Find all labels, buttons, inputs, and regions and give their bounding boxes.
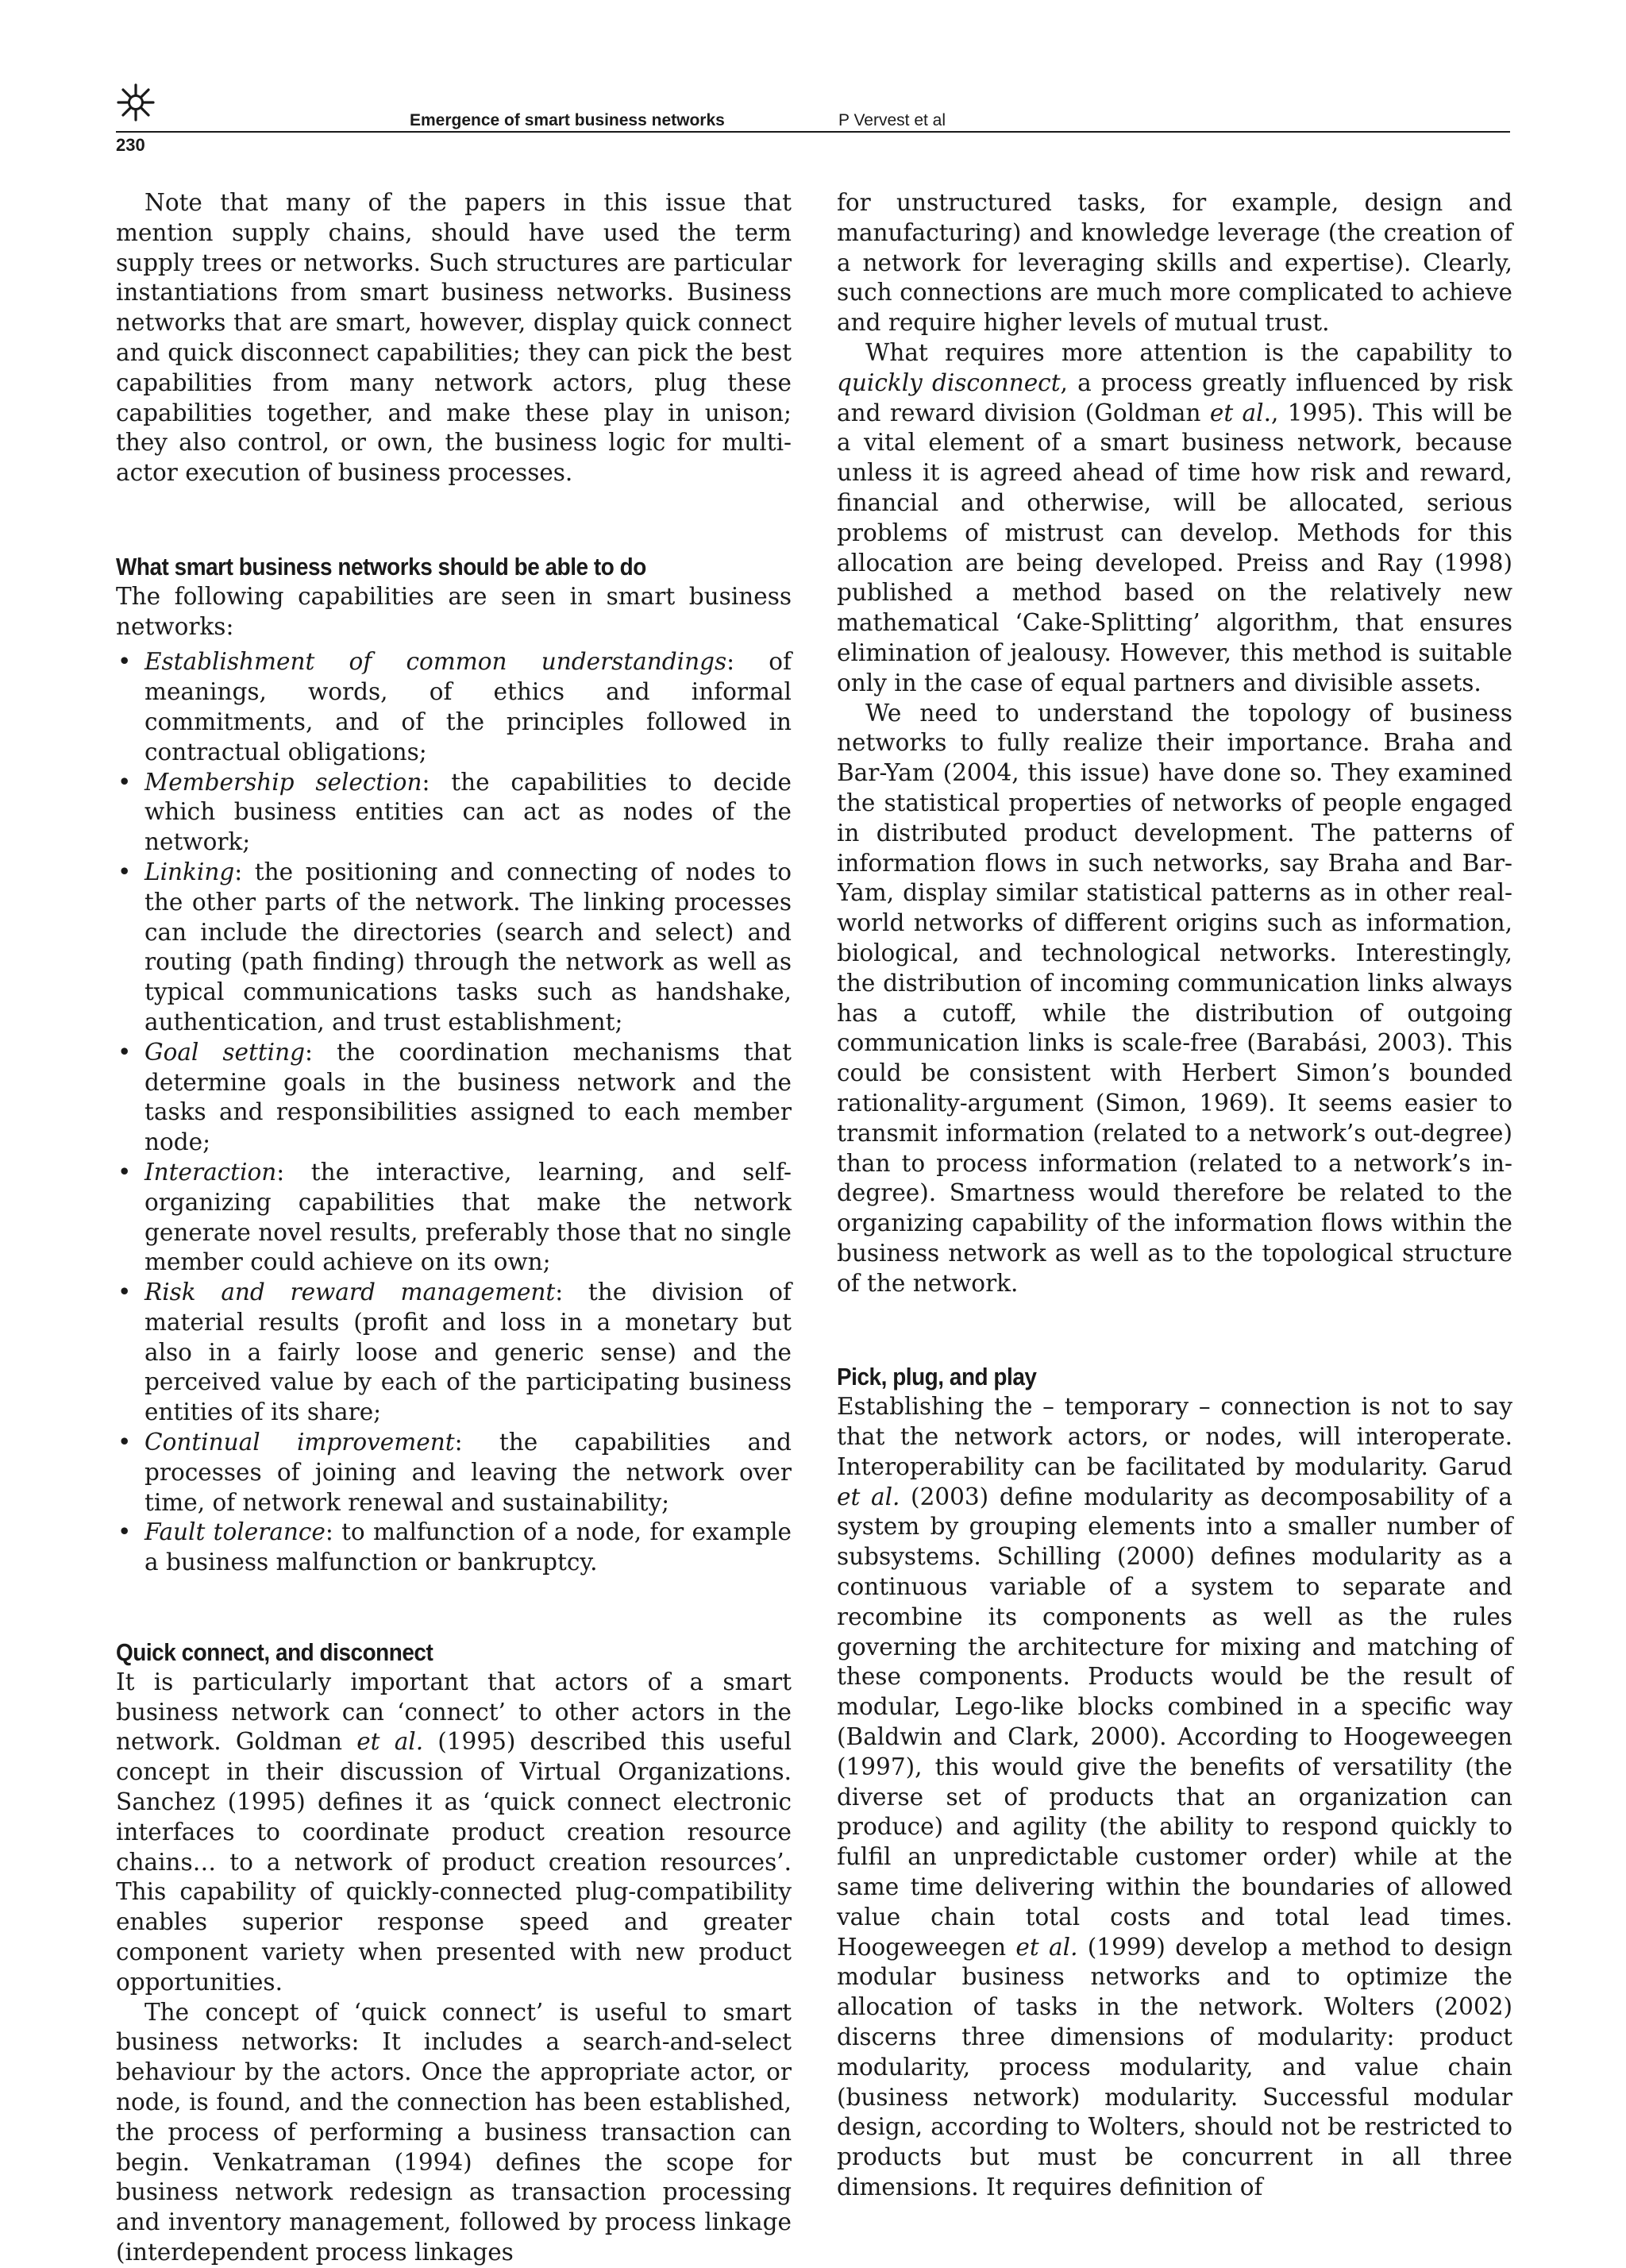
section-heading-pick-plug-play: Pick, plug, and play bbox=[837, 1363, 1037, 1391]
intro-paragraph: Note that many of the papers in this issue that mention supply chains, should have used the term supply trees or networks. Such structures are particular instantiations from smart business networks. Business networks that are smart, however, display quick connect and quick disconnect capabilities; they can pick the best capabilities from many network actors, plug these capabilities together, and make these play in unison; they also control, or own, the business logic for multi-actor execution of business processes. bbox=[116, 189, 792, 487]
continuation-paragraph: for unstructured tasks, for example, design and manufacturing) and knowledge leverage (the creation of a network for leveraging skills and expertise). Clearly, such connections are much more complicated to achieve and require higher levels of mutual trust. bbox=[837, 189, 1512, 337]
running-header-title: Emergence of smart business networks bbox=[410, 111, 725, 129]
topology-paragraph: We need to understand the topology of business networks to fully realize their importance. Braha and Bar-Yam (2004, this issue) have done so. They examined the statistical properties of networks of people engaged in distributed product development. The patterns of information flows in such networks, say Braha and Bar-Yam, display similar statistical patterns as in other real-world networks of different origins such as information, biological, and technological networks. Interestingly, the distribution of incoming communication links always has a cutoff, while the distribution of outgoing communication links is scale-free (Barabási, 2003). This could be consistent with Herbert Simon’s bounded rationality-argument (Simon, 1969). It seems easier to transmit information (related to a network’s out-degree) than to process information (related to a network’s in-degree). Smartness would therefore be related to the organizing capability of the information flows within the business network as well as to the topological structure of the network. bbox=[837, 699, 1512, 1297]
header-rule bbox=[116, 131, 1510, 133]
list-item: • Fault tolerance: to malfunction of a node, for example a business malfunction or bankruptcy. bbox=[116, 1518, 792, 1578]
section-heading-capabilities: What smart business networks should be able to do bbox=[116, 552, 646, 580]
section-heading-quick-connect: Quick connect, and disconnect bbox=[116, 1638, 433, 1667]
list-item: • Establishment of common understandings: of meanings, words, of ethics and informal commitments, and of the principles followed in contractual obligations; bbox=[116, 647, 792, 767]
disconnect-paragraph: What requires more attention is the capability to quickly disconnect, a process greatly influenced by risk and reward division (Goldman et al., 1995). This will be a vital element of a smart business network, because unless it is agreed ahead of time how risk and reward, financial and otherwise, will be allocated, serious problems of mistrust can develop. Methods for this allocation are being developed. Preiss and Ray (1998) published a method based on the relatively new mathematical ‘Cake-Splitting’ algorithm, that ensures elimination of jealousy. However, this method is suitable only in the case of equal partners and divisible assets. bbox=[837, 338, 1512, 696]
capabilities-intro: The following capabilities are seen in smart business networks: bbox=[116, 582, 792, 640]
list-item: • Goal setting: the coordination mechanisms that determine goals in the business network and the tasks and responsibilities assigned to each member node; bbox=[116, 1038, 792, 1158]
page-number: 230 bbox=[116, 135, 145, 155]
list-item: • Continual improvement: the capabilities and processes of joining and leaving the network over time, of network renewal and sustainability; bbox=[116, 1428, 792, 1518]
quick-connect-paragraph-2: The concept of ‘quick connect’ is useful to smart business networks: It includes a search-and-select behaviour by the actors. Once the appropriate actor, or node, is found, and the connection has been established, the process of performing a business transaction can begin. Venkatraman (1994) defines the scope for business network redesign as transaction processing and inventory management, followed by process linkage (interdependent process linkages bbox=[116, 1998, 792, 2266]
pick-plug-play-paragraph: Establishing the – temporary – connection is not to say that the network actors, or nodes, will interoperate. Interoperability can be facilitated by modularity. Garud et al. (2003) define modularity as decomposability of a system by grouping elements into a smaller number of subsystems. Schilling (2000) defines modularity as a continuous variable of a system to separate and recombine its components as well as the rules governing the architecture for mixing and matching of these components. Products would be the result of modular, Lego-like blocks combined in a specific way (Baldwin and Clark, 2000). According to Hoogeweegen (1997), this would give the benefits of versatility (the diverse set of products that an organization can produce) and agility (the ability to respond quickly to fulfil an unpredictable customer order) while at the same time delivering within the boundaries of allowed value chain total costs and total lead times. Hoogeweegen et al. (1999) develop a method to design modular business networks and to optimize the allocation of tasks in the network. Wolters (2002) discerns three dimensions of modularity: product modularity, process modularity, and value chain (business network) modularity. Successful modular design, according to Wolters, should not be restricted to products but must be concurrent in all three dimensions. It requires definition of bbox=[837, 1393, 1513, 2200]
list-item: • Membership selection: the capabilities to decide which business entities can act as nodes of the network; bbox=[116, 768, 792, 858]
left-column bbox=[116, 188, 792, 2268]
list-item: • Risk and reward management: the division of material results (profit and loss in a monetary but also in a fairly loose and generic sense) and the perceived value by each of the participating business entities of its share; bbox=[116, 1278, 792, 1428]
running-header-authors: P Vervest et al bbox=[838, 111, 946, 129]
list-item: • Interaction: the interactive, learning, and self-organizing capabilities that make the network generate novel results, preferably those that no single member could achieve on its own; bbox=[116, 1158, 792, 1278]
journal-logo-icon bbox=[116, 83, 156, 122]
right-column bbox=[837, 188, 1512, 2203]
list-item: • Linking: the positioning and connecting of nodes to the other parts of the network. The linking processes can include the directories (search and select) and routing (path finding) through the network as well as typical communications tasks such as handshake, authentication, and trust establishment; bbox=[116, 858, 792, 1038]
quick-connect-paragraph-1: It is particularly important that actors of a smart business network can ‘connect’ to other actors in the network. Goldman et al. (1995) described this useful concept in their discussion of Virtual Organizations. Sanchez (1995) defines it as ‘quick connect electronic interfaces to coordinate product creation resource chains… to a network of product creation resources’. This capability of quickly-connected plug-compatibility enables superior response speed and greater component variety when presented with new product opportunities. bbox=[116, 1668, 792, 1996]
capabilities-list bbox=[116, 647, 792, 1578]
